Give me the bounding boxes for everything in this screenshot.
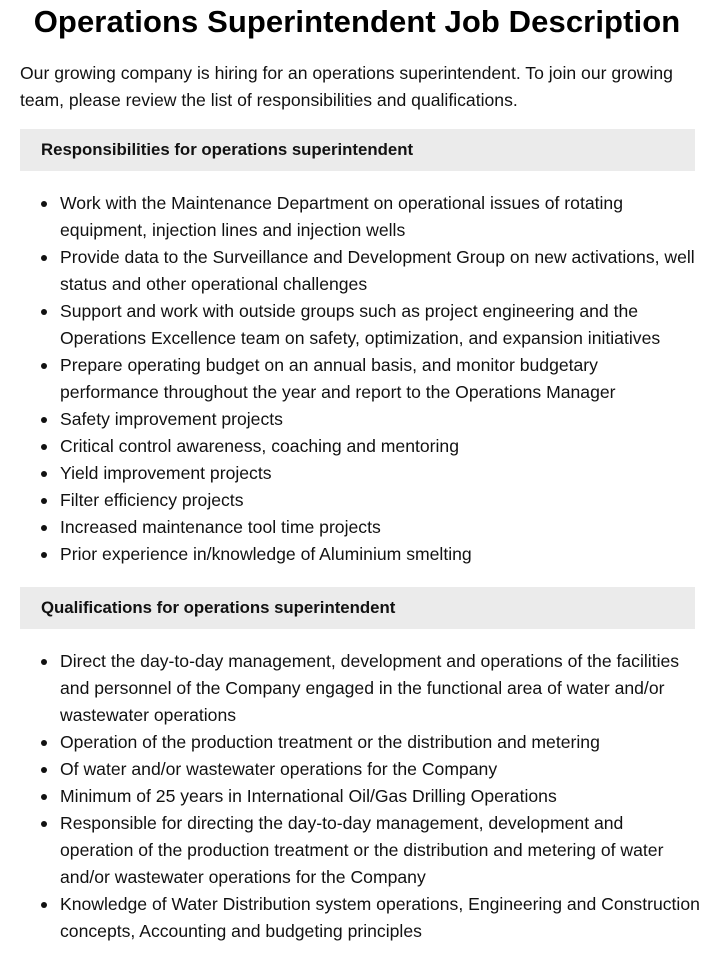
bullet-icon [41, 201, 47, 207]
bullet-icon [41, 444, 47, 450]
list-item-text: Filter efficiency projects [60, 490, 244, 510]
list-item [20, 352, 700, 406]
list-item [20, 244, 700, 298]
bullet-icon [41, 552, 47, 558]
list-item-text: Operation of the production treatment or the distribution and metering [60, 732, 600, 752]
responsibilities-heading: Responsibilities for operations superintendent [20, 129, 695, 171]
list-item-text: Critical control awareness, coaching and mentoring [60, 436, 459, 456]
intro-paragraph: Our growing company is hiring for an operations superintendent. To join our growing team, please review the list of responsibilities and qualifications. [20, 63, 673, 110]
list-item [20, 810, 700, 891]
list-item [20, 433, 700, 460]
bullet-icon [41, 471, 47, 477]
bullet-icon [41, 902, 47, 908]
bullet-icon [41, 659, 47, 665]
list-item [20, 514, 700, 541]
bullet-icon [41, 255, 47, 261]
list-item [20, 487, 700, 514]
list-item [20, 783, 700, 810]
qualifications-list [20, 648, 700, 945]
list-item-text: Prepare operating budget on an annual basis, and monitor budgetary performance throughout the year and report to the Operations Manager [60, 355, 616, 402]
list-item [20, 298, 700, 352]
list-item [20, 190, 700, 244]
responsibilities-list [20, 190, 700, 568]
list-item-text: Direct the day-to-day management, development and operations of the facilities and personnel of the Company engaged in the functional area of water and/or wastewater operations [60, 651, 680, 725]
list-item-text: Prior experience in/knowledge of Aluminium smelting [60, 544, 472, 564]
qualifications-heading: Qualifications for operations superintendent [20, 587, 695, 629]
list-item-text: Responsible for directing the day-to-day management, development and operation of the production treatment or the distribution and metering of water and/or wastewater operations for the Company [60, 813, 664, 887]
list-item-text: Yield improvement projects [60, 463, 272, 483]
list-item-text: Knowledge of Water Distribution system operations, Engineering and Construction concepts, Accounting and budgeting principles [60, 894, 700, 941]
list-item-text: Of water and/or wastewater operations for the Company [60, 759, 498, 779]
list-item-text: Increased maintenance tool time projects [60, 517, 381, 537]
bullet-icon [41, 417, 47, 423]
list-item [20, 460, 700, 487]
bullet-icon [41, 309, 47, 315]
bullet-icon [41, 363, 47, 369]
bullet-icon [41, 767, 47, 773]
list-item-text: Provide data to the Surveillance and Development Group on new activations, well status and other operational challenges [60, 247, 695, 294]
list-item [20, 406, 700, 433]
bullet-icon [41, 740, 47, 746]
list-item [20, 648, 700, 729]
bullet-icon [41, 498, 47, 504]
bullet-icon [41, 821, 47, 827]
list-item-text: Support and work with outside groups such as project engineering and the Operations Excellence team on safety, optimization, and expansion initiatives [60, 301, 661, 348]
page-title: Operations Superintendent Job Description [33, 4, 681, 39]
list-item [20, 891, 700, 945]
list-item-text: Safety improvement projects [60, 409, 283, 429]
list-item [20, 541, 700, 568]
bullet-icon [41, 525, 47, 531]
list-item-text: Work with the Maintenance Department on operational issues of rotating equipment, injection lines and injection wells [60, 193, 623, 240]
list-item-text: Minimum of 25 years in International Oil/Gas Drilling Operations [60, 786, 557, 806]
list-item [20, 729, 700, 756]
list-item [20, 756, 700, 783]
bullet-icon [41, 794, 47, 800]
